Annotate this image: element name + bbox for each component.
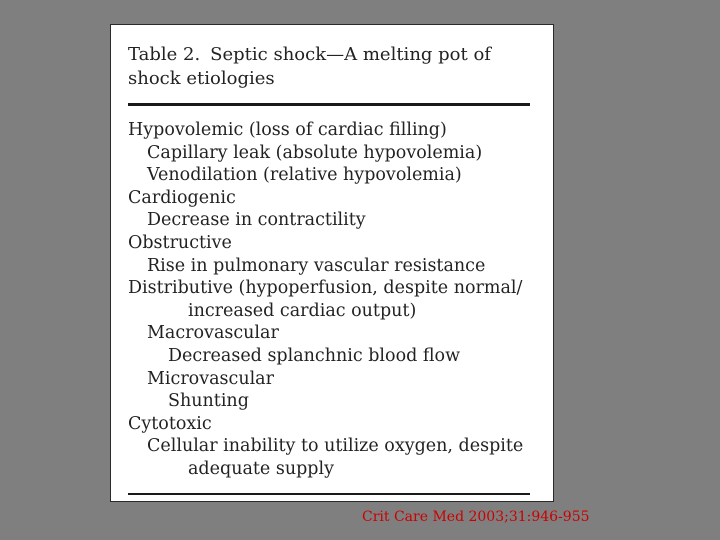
citation: Crit Care Med 2003;31:946-955	[362, 509, 590, 525]
top-rule	[128, 103, 530, 106]
table-row: Cardiogenic	[128, 187, 236, 208]
table-title	[128, 43, 538, 91]
table-card	[110, 24, 554, 502]
table-row: Macrovascular	[147, 323, 279, 344]
table-label: Table 2.	[128, 44, 201, 65]
table-row: Decrease in contractility	[147, 210, 366, 231]
table-row: Cellular inability to utilize oxygen, despite	[147, 436, 524, 457]
table-body	[128, 119, 538, 481]
table-row: Rise in pulmonary vascular resistance	[147, 255, 486, 276]
table-row: Obstructive	[128, 232, 232, 253]
table-row: Capillary leak (absolute hypovolemia)	[147, 142, 483, 163]
table-row: Hypovolemic (loss of cardiac filling)	[128, 120, 447, 140]
table-row: Distributive (hypoperfusion, despite normal/	[128, 278, 523, 299]
bottom-rule	[128, 493, 530, 495]
table-row: Venodilation (relative hypovolemia)	[147, 165, 462, 186]
table-row: adequate supply	[188, 458, 334, 479]
table-row: Microvascular	[147, 368, 274, 389]
table-title-text: Septic shock—A melting pot of shock etiologies	[128, 44, 491, 89]
table-row: Cytotoxic	[128, 413, 212, 434]
table-row: Decreased splanchnic blood flow	[168, 345, 461, 366]
table-row: increased cardiac output)	[188, 300, 417, 321]
table-row: Shunting	[168, 391, 249, 412]
